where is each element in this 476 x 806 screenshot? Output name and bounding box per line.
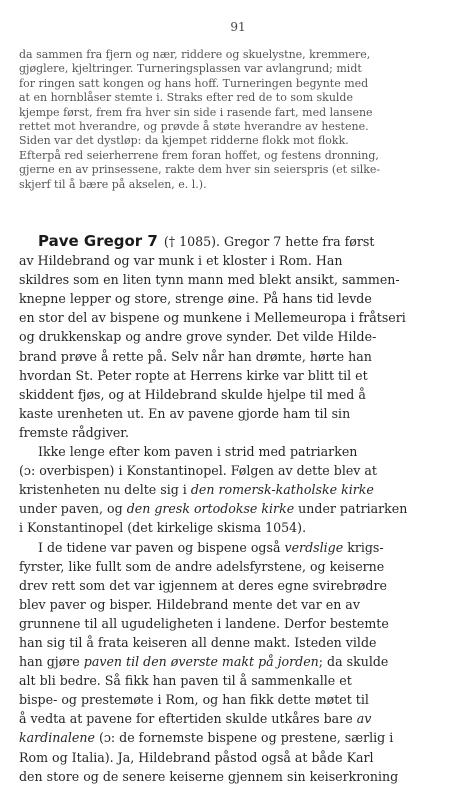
text-line: i Konstantinopel (det kirkelige skisma 1054). (19, 520, 307, 536)
text-line: alt bli bedre. Så fikk han paven til å sammenkalle et (19, 673, 352, 689)
text-line (19, 728, 451, 747)
text-line: en stor del av bispene og munkene i Mellemeuropa i fråtseri (19, 310, 406, 326)
text-line: gjerne en av prinsessene, rakte dem hver sin seierspris (et silke- (19, 163, 381, 177)
text-line: at en hornblåser stemte i. Straks efter red de to som skulde (19, 91, 353, 105)
text-line (19, 538, 451, 557)
text-line (19, 499, 451, 518)
italic-term: den gresk ortodokse kirke (126, 501, 295, 517)
text-line: hvordan St. Peter ropte at Herrens kirke var blitt til et (19, 367, 368, 383)
italic-term: paven til den øverste makt på jorden (83, 654, 319, 670)
text-line: knepne lepper og store, strenge øine. På hans tid levde (19, 291, 372, 307)
text-line: grunnene til all ugudeligheten i landene. Derfor bestemte (19, 615, 389, 631)
text-line: da sammen fra fjern og nær, riddere og skuelystne, kremmere, (19, 48, 371, 61)
text-line: og drukkenskap og andre grove synder. Det vilde Hilde- (19, 329, 377, 345)
italic-term: den romersk-katholske kirke (190, 482, 374, 498)
text-run: å vedta at pavene for eftertiden skulde utkåres bare (19, 711, 353, 727)
text-line: Efterpå red seierherrene frem foran hoffet, og festens dronning, (19, 148, 379, 162)
text-run: (ɔ: de fornemste bispene og prestene, særlig i (98, 730, 394, 746)
text-line: fyrster, like fullt som de andre adelsfyrstene, og keiserne (19, 558, 385, 574)
entry-heading-rest: († 1085). Gregor 7 hette fra først (163, 234, 375, 249)
text-run: han gjøre (19, 654, 80, 670)
italic-term: verdslige (284, 539, 344, 555)
text-line: kaste urenheten ut. En av pavene gjorde ham til sin (19, 405, 351, 421)
text-line: rettet mot hverandre, og prøvde å støte hverandre av hestene. (19, 119, 369, 133)
entry-pave-gregor (19, 232, 451, 786)
page-number: 91 (230, 20, 246, 34)
text-line: blev paver og bisper. Hildebrand mente det var en av (19, 596, 360, 612)
text-line: for ringen satt kongen og hans hoff. Turneringen begynte med (19, 76, 369, 90)
entry-heading-term: Pave Gregor 7 (38, 232, 158, 250)
text-line: gjøglere, kjeltringer. Turneringsplassen var avlangrund; midt (19, 62, 362, 76)
text-line: skjerf til å bære på akselen, e. l.). (19, 177, 207, 191)
text-line (19, 652, 451, 671)
text-line: Ikke lenge efter kom paven i strid med patriarken (38, 444, 358, 460)
text-line: fremste rådgiver. (19, 424, 129, 440)
text-line (19, 709, 451, 728)
text-run: kristenheten nu delte sig i (19, 482, 187, 498)
text-line: brand prøve å rette på. Selv når han drømte, hørte han (19, 348, 372, 364)
text-run: krigs- (347, 539, 384, 555)
text-line (19, 480, 451, 499)
text-line: skildres som en liten tynn mann med blekt ansikt, sammen- (19, 272, 400, 288)
text-run: ; da skulde (318, 654, 389, 670)
entry-heading-line (19, 232, 451, 251)
text-line: bispe- og prestemøte i Rom, og han fikk dette møtet til (19, 692, 369, 708)
text-line: av Hildebrand og var munk i et kloster i Rom. Han (19, 253, 343, 269)
text-line: drev rett som det var igjennem at deres egne svirebrødre (19, 577, 387, 593)
italic-term: kardinalene (19, 730, 95, 746)
text-line: (ɔ: overbispen) i Konstantinopel. Følgen av dette blev at (19, 463, 377, 479)
italic-term: av (356, 711, 372, 727)
text-run: under patriarken (298, 501, 408, 517)
text-run: under paven, og (19, 501, 123, 517)
text-line: han sig til å frata keiseren all denne makt. Isteden vilde (19, 634, 377, 650)
text-line: Siden var det dystløp: da kjempet ridderne flokk mot flokk. (19, 134, 349, 148)
text-line: kjempe først, frem fra hver sin side i rasende fart, med lansene (19, 105, 373, 119)
text-line: Rom og Italia). Ja, Hildebrand påstod også at både Karl (19, 749, 374, 765)
text-run: I de tidene var paven og bispene også (38, 539, 281, 555)
text-line: skiddent fjøs, og at Hildebrand skulde hjelpe til med å (19, 386, 366, 402)
tournament-passage (19, 48, 449, 192)
text-line: den store og de senere keiserne gjennem sin keiserkroning (19, 768, 399, 784)
